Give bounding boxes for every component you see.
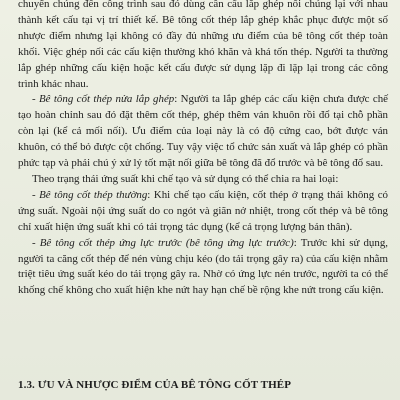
paragraph-text: : Người ta lắp ghép các cấu kiện chưa được chế tạo hoàn chỉnh sau đó đặt thêm cốt thép, ghép thêm ván khuôn rồi đổ tại chỗ phần còn lại (kể cả mối nối). Ưu điểm của loại này là có độ cứng cao, bớt được ván khuôn, có thể bỏ được cột chống. Tuy vậy việc tổ chức sản xuất và lắp ghép có phần phức tạp và phải chú ý xử lý tốt mặt nối giữa bê tông đã đổ trước và bê tông đổ sau. [18,93,388,170]
paragraph-ordinary-rc [18,188,388,236]
section-heading: 1.3. ƯU VÀ NHƯỢC ĐIỂM CỦA BÊ TÔNG CỐT THÉP [18,379,292,391]
paragraph-text: : Trước khi sử dụng, người ta căng cốt thép để nén vùng chịu kéo (do tải trọng gây ra) của cấu kiện nhằm triệt tiêu ứng suất kéo do tải trọng gây ra. Nhờ có ứng lực nén trước, người ta có thể khống chế không cho xuất hiện khe nứt hay hạn chế bề rộng khe nứt trong cấu kiện. [18,236,388,297]
paragraph-text: chuyển chúng đến công trình sau đó dùng cần cẩu lắp ghép nối chúng lại với nhau thành kết cấu tại vị trí thiết kế. Bê tông cốt thép lắp ghép khắc phục được một số nhược điểm nhưng lại không có đầy đủ những ưu điểm của bê tông cốt thép toàn khối. Việc ghép nối các cấu kiện thường khó khăn và khá tốn thép. Người ta thường lắp ghép những cấu kiện hoặc kết cấu được sử dụng lặp đi lặp lại trong các công trình khác nhau. [18,0,388,90]
paragraph-semi-prefab [18,92,388,172]
body-text [18,0,388,299]
paragraph-prefab-description [18,0,388,92]
paragraph-text: : Khi chế tạo cấu kiện, cốt thép ở trạng thái không có ứng suất. Ngoài nội ứng suất do co ngót và giãn nở nhiệt, trong cốt thép và bê tông chỉ xuất hiện ứng suất khi có tải trọng tác dụng (kể cả trọng lượng bản thân). [18,188,388,233]
paragraph-text: Theo trạng thái ứng suất khi chế tạo và sử dụng có thể chia ra hai loại: [32,172,339,185]
paragraph-classification-intro [18,172,388,188]
term-semi-prefab: - Bê tông cốt thép nửa lắp ghép [32,93,175,106]
term-prestressed-rc: - Bê tông cốt thép ứng lực trước (bê tông ứng lực trước) [32,236,294,249]
paragraph-prestressed-rc [18,236,388,300]
term-ordinary-rc: - Bê tông cốt thép thường [32,188,148,201]
